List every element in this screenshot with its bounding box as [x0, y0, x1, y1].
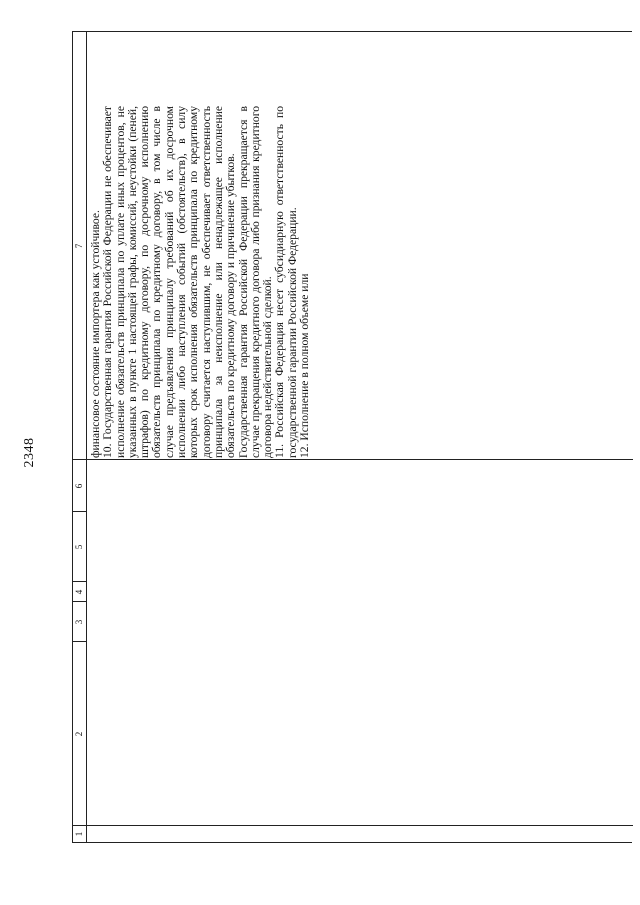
column-header-2: 2 — [74, 731, 84, 737]
column-header-3: 3 — [74, 619, 84, 625]
document-table — [72, 31, 632, 843]
column-header-1: 1 — [74, 831, 84, 837]
paragraph: 10. Государственная гарантия Российской Федерации не обеспечивает исполнение обязательств принципала по уплате иных процентов, не указанных в пункте 1 настоящей графы, комиссий, неустойки (пеней, штрафов) по кредитному договору, по досрочному исполнению обязательств принципала по кредитному договору, в том числе в случае предъявления принципалу требований об их досрочном исполнении либо наступления событий (обстоятельств), в силу которых срок исполнения обязательств принципала по кредитному договору считается наступившим, не обеспечивает ответственность принципала за неисполнение или ненадлежащее исполнение обязательств по кредитному договору и причинение убытков. — [101, 106, 238, 458]
column-divider — [73, 581, 87, 582]
column-divider — [73, 601, 87, 602]
column-divider — [73, 641, 87, 642]
paragraph: 12. Исполнение в полном объеме или — [298, 273, 312, 458]
column-divider — [73, 511, 87, 512]
column-divider — [73, 825, 633, 826]
paragraph: 11. Российская Федерация несет субсидиарную ответственность по государственной гарантии Российской Федерации. — [273, 106, 299, 458]
column-divider — [73, 459, 633, 460]
page-number: 2348 — [22, 437, 37, 468]
column-header-7: 7 — [74, 243, 84, 249]
paragraph: финансовое состояние импортера как устойчивое. — [89, 210, 102, 458]
column-header-6: 6 — [74, 483, 84, 489]
column-header-4: 4 — [74, 589, 84, 595]
column-header-5: 5 — [74, 544, 84, 550]
paragraph: Государственная гарантия Российской Федерации прекращается в случае прекращения кредитного договора либо признания кредитного договора недействительной сделкой. — [236, 106, 275, 458]
column-7-text — [90, 106, 311, 458]
table-header-row — [73, 32, 87, 842]
